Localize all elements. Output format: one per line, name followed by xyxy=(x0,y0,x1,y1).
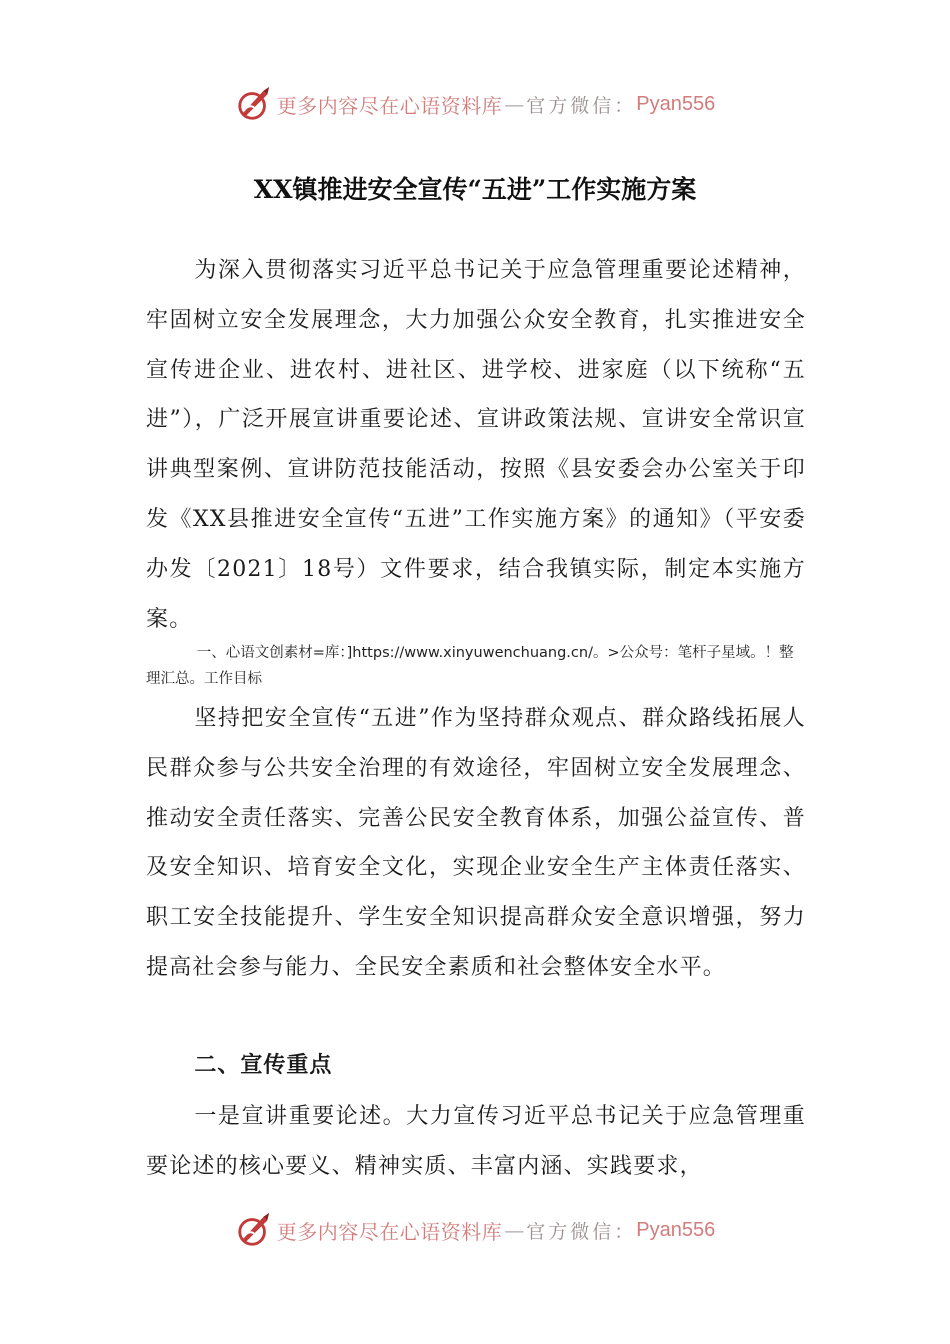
intro-paragraph: 为深入贯彻落实习近平总书记关于应急管理重要论述精神，牢固树立安全发展理念，大力加强公众安全教育，扎实推进安全宣传进企业、进农村、进社区、进学校、进家庭（以下统称“五进”），广泛开展宣讲重要论述、宣讲政策法规、宣讲安全常识宣讲典型案例、宣讲防范技能活动，按照《县安委会办公室关于印发《XX县推进安全宣传“五进”工作实施方案》的通知》（平安委办发〔2021〕18号）文件要求，结合我镇实际，制定本实施方案。 xyxy=(146,258,806,632)
watermark-wechat-label: 官方微信： xyxy=(526,94,637,117)
watermark-separator: — xyxy=(504,1218,525,1242)
quill-logo-icon xyxy=(235,85,273,123)
section-one-heading-line: 一、心语文创素材=库：]https://www.xinyuwenchuang.cn/。>公众号：笔杆子星域。！整理汇总。工作目标 xyxy=(146,645,794,687)
goals-paragraph: 坚持把安全宣传“五进”作为坚持群众观点、群众路线拓展人民群众参与公共安全治理的有效途径，牢固树立安全发展理念、推动安全责任落实、完善公民安全教育体系，加强公益宣传、普及安全知识、培育安全文化，实现企业安全生产主体责任落实、职工安全技能提升、学生安全知识提高群众安全意识增强，努力提高社会参与能力、全民安全素质和社会整体安全水平。 xyxy=(146,706,806,980)
watermark-separator: — xyxy=(504,92,525,116)
section-two-heading: 二、宣传重点 xyxy=(194,1053,333,1078)
quill-logo-icon xyxy=(235,1211,273,1249)
watermark-wechat-label: 官方微信： xyxy=(526,1220,637,1243)
document-title: XX镇推进安全宣传“五进”工作实施方案 xyxy=(253,175,697,204)
watermark-banner-top xyxy=(0,84,950,124)
watermark-banner-bottom xyxy=(0,1210,950,1250)
watermark-main-text: 更多内容尽在心语资料库 xyxy=(276,1219,503,1244)
watermark-wechat-id: Pyan556 xyxy=(636,1218,716,1241)
watermark-wechat-id: Pyan556 xyxy=(636,92,716,115)
watermark-main-text: 更多内容尽在心语资料库 xyxy=(276,93,503,118)
point-one-paragraph: 一是宣讲重要论述。大力宣传习近平总书记关于应急管理重要论述的核心要义、精神实质、丰富内涵、实践要求， xyxy=(146,1104,806,1179)
